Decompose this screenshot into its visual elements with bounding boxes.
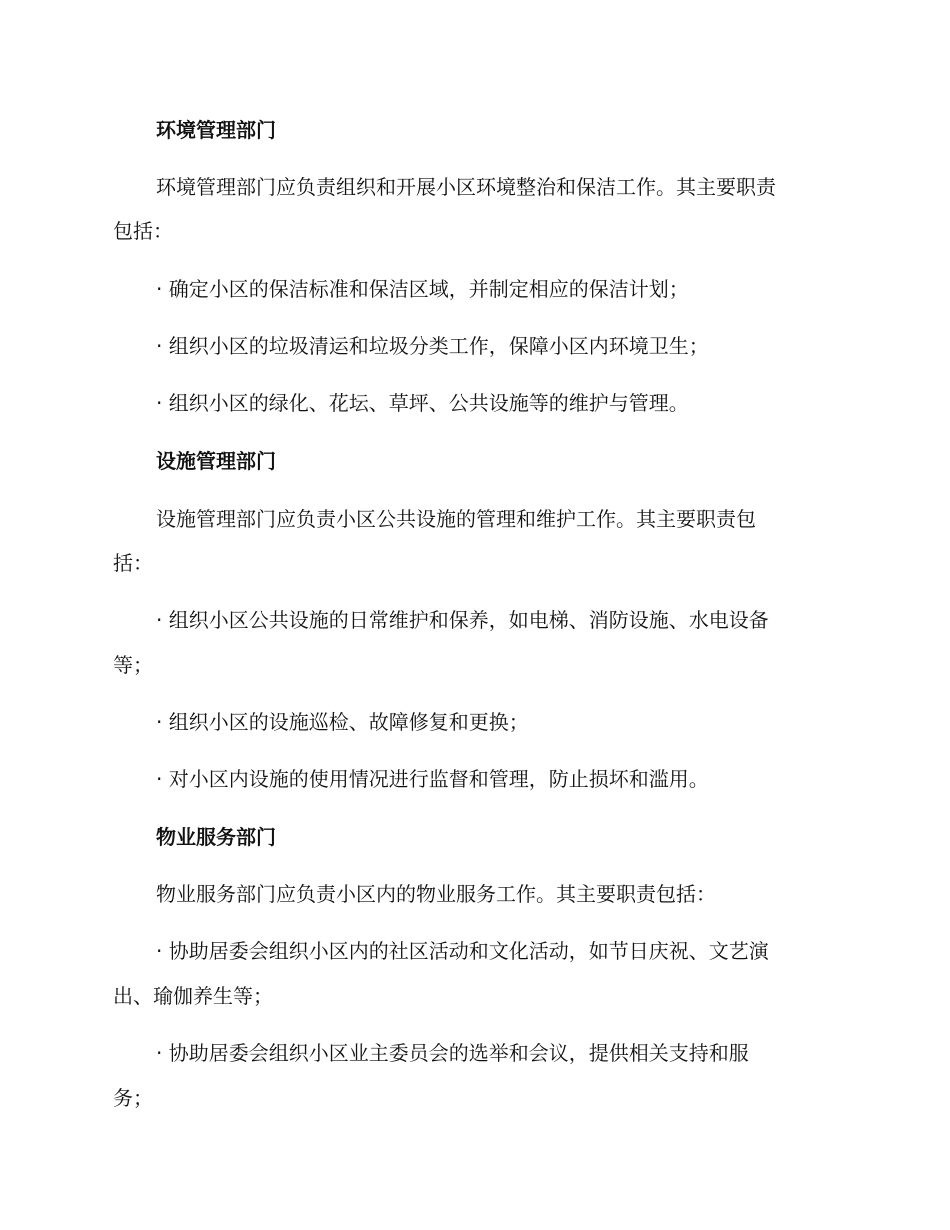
list-item-continued: 出、瑜伽养生等； [113,984,273,1008]
section-intro-continued: 包括： [113,219,173,243]
list-item: · 组织小区公共设施的日常维护和保养，如电梯、消防设施、水电设备 [156,608,769,632]
section-intro: 物业服务部门应负责小区内的物业服务工作。其主要职责包括： [156,882,716,906]
list-item: · 组织小区的设施巡检、故障修复和更换； [156,710,529,734]
section-heading: 环境管理部门 [156,118,276,142]
section-heading: 设施管理部门 [156,449,276,473]
list-item-continued: 等； [113,653,153,677]
list-item: · 对小区内设施的使用情况进行监督和管理，防止损坏和滥用。 [156,767,709,791]
list-item: · 确定小区的保洁标准和保洁区域，并制定相应的保洁计划； [156,277,689,301]
section-intro-continued: 括： [113,551,153,575]
list-item: · 协助居委会组织小区内的社区活动和文化活动，如节日庆祝、文艺演 [156,939,769,963]
section-intro: 设施管理部门应负责小区公共设施的管理和维护工作。其主要职责包 [156,507,756,531]
section-heading: 物业服务部门 [156,825,276,849]
list-item-continued: 务； [113,1086,153,1110]
list-item: · 协助居委会组织小区业主委员会的选举和会议，提供相关支持和服 [156,1041,749,1065]
list-item: · 组织小区的绿化、花坛、草坪、公共设施等的维护与管理。 [156,391,689,415]
list-item: · 组织小区的垃圾清运和垃圾分类工作，保障小区内环境卫生； [156,334,709,358]
section-intro: 环境管理部门应负责组织和开展小区环境整治和保洁工作。其主要职责 [156,175,776,199]
